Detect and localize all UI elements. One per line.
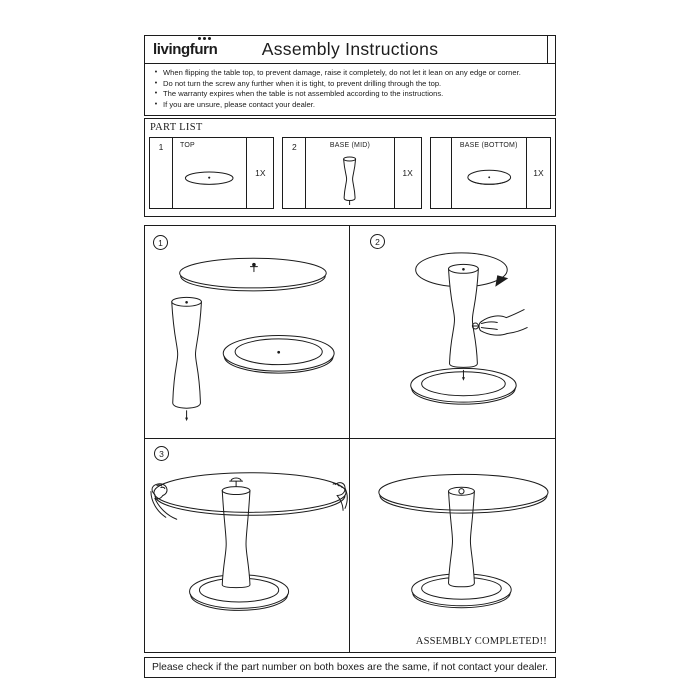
document-page [144, 35, 556, 678]
completed-table-illustration [350, 439, 555, 652]
part-label: BASE (BOTTOM) [459, 142, 518, 150]
base-disc [223, 336, 334, 374]
step-number-badge: 3 [154, 446, 169, 461]
header-section [144, 35, 556, 116]
pedestal-column [449, 265, 479, 368]
step-number-badge: 2 [370, 234, 385, 249]
table-top-disc-icon [173, 152, 246, 210]
part-body [306, 138, 393, 208]
document-title: Assembly Instructions [261, 39, 439, 59]
table-top [180, 259, 327, 292]
footer-note: Please check if the part number on both boxes are the same, if not contact your dealer. [144, 657, 556, 678]
part-qty: 1X [526, 138, 550, 208]
title-bar [145, 36, 555, 64]
step1-illustration [145, 226, 349, 438]
warning-item [149, 68, 549, 79]
step3-illustration [145, 439, 349, 652]
assembly-completed-label: ASSEMBLY COMPLETED!! [415, 636, 547, 648]
bullet-icon: • [154, 79, 158, 87]
bullet-icon: • [154, 100, 158, 108]
part-body [452, 138, 526, 208]
step2-panel [350, 226, 555, 439]
step1-panel [145, 226, 350, 439]
part-number: 1 [150, 138, 173, 208]
warning-list [145, 64, 555, 115]
part-qty: 1X [246, 138, 273, 208]
part-number: 2 [283, 138, 306, 208]
bullet-icon: • [154, 90, 158, 98]
bullet-icon: • [154, 69, 158, 76]
hand-icon [472, 310, 527, 336]
warning-item [149, 79, 549, 90]
part-list-heading: PART LIST [150, 122, 203, 134]
part-list-row [149, 137, 551, 209]
part-box-base-bottom [430, 137, 551, 209]
part-list-section [144, 118, 556, 217]
base-disc-icon [452, 152, 526, 210]
pedestal-column [172, 298, 202, 409]
part-qty: 1X [394, 138, 421, 208]
part-label: TOP [180, 142, 195, 150]
completed-panel [350, 439, 555, 652]
step3-panel [145, 439, 350, 652]
warning-item [149, 89, 549, 100]
warning-item [149, 100, 549, 111]
pedestal-column [222, 487, 250, 588]
part-label: BASE (MID) [329, 142, 371, 150]
warning-text: Do not turn the screw any further when it is tight, to prevent drilling through the top. [163, 78, 442, 88]
warning-text: The warranty expires when the table is not assembled according to the instructions. [163, 89, 444, 99]
header-end-divider [547, 36, 549, 63]
part-number [431, 138, 452, 208]
screw-icon [185, 411, 188, 421]
part-box-base-mid [282, 137, 421, 209]
pedestal-column-icon [306, 152, 393, 210]
pedestal-column [449, 488, 475, 588]
warning-text: When flipping the table top, to prevent damage, raise it completely, do not let it lean on any edge or corner. [163, 68, 521, 77]
knob-screw-icon [230, 478, 243, 487]
step-number-badge: 1 [153, 235, 168, 250]
assembly-steps-grid [144, 225, 556, 653]
step2-illustration [350, 226, 555, 438]
brand-name: livingfurn [153, 41, 218, 58]
warning-text: If you are unsure, please contact your dealer. [163, 99, 315, 109]
screw-icon [250, 263, 257, 272]
part-box-top [149, 137, 274, 209]
part-body [173, 138, 246, 208]
